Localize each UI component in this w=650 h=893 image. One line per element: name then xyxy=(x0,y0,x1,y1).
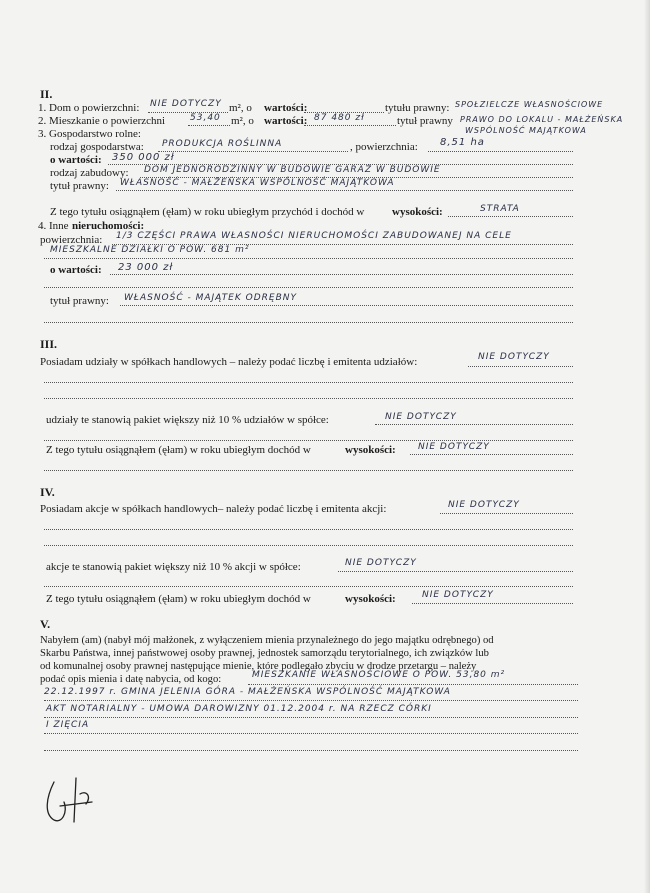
acquisition-text-1: Nabyłem (am) (nabył mój małżonek, z wyłączeniem mienia przynależnego do jego majątku odrębnego) od xyxy=(40,635,494,646)
other-area-value-1: 1/3 CZĘŚCI PRAWA WŁASNOŚCI NIERUCHOMOŚCI ZABUDOWANEJ NA CELE xyxy=(116,231,512,241)
flat-title-value-2: WSPÓLNOŚĆ MAJĄTKOWA xyxy=(465,126,587,135)
other-property-label: 4. Inne xyxy=(38,220,69,232)
stocks-line xyxy=(440,513,573,514)
house-unit: m², o xyxy=(229,102,252,114)
farm-kind-label: rodzaj gospodarstwa: xyxy=(50,141,144,153)
stocks-income-line xyxy=(412,603,573,604)
other-property-bold: nieruchomości: xyxy=(72,220,145,232)
handwritten-signature-icon xyxy=(40,772,110,832)
shares-line xyxy=(468,366,573,367)
shares-income-value: NIE DOTYCZY xyxy=(418,442,490,452)
section-3-end-line xyxy=(44,470,573,471)
farm-income-line xyxy=(448,216,573,217)
section-5-heading: V. xyxy=(40,617,51,631)
other-value-line xyxy=(110,274,573,275)
other-area-line-2 xyxy=(44,258,573,259)
house-value-label: wartości: xyxy=(264,102,308,114)
shares-income-line xyxy=(410,454,573,455)
stocks-packet-line xyxy=(338,571,573,572)
flat-label: 2. Mieszkanie o powierzchni xyxy=(38,115,166,127)
farm-area-line xyxy=(428,151,573,152)
shares-value: NIE DOTYCZY xyxy=(478,352,550,362)
stocks-packet-value: NIE DOTYCZY xyxy=(345,558,417,568)
farm-area-label: , powierzchnia: xyxy=(350,141,418,153)
other-area-value-2: MIESZKALNE DZIAŁKI O POW. 681 m² xyxy=(50,245,250,255)
shares-blank-line-1 xyxy=(44,382,573,383)
flat-title-value: PRAWO DO LOKALU - MAŁŻEŃSKA xyxy=(460,115,624,124)
farm-area-value: 8,51 ha xyxy=(440,137,485,148)
flat-title-label: tytuł prawny xyxy=(397,115,453,127)
flat-value-label: wartości: xyxy=(264,115,308,127)
other-title-line xyxy=(120,305,573,306)
farm-title-label: tytuł prawny: xyxy=(50,180,109,192)
other-value-label: o wartości: xyxy=(50,264,102,276)
section-2-heading: II. xyxy=(40,87,53,101)
acquisition-line-1 xyxy=(248,684,578,685)
shares-label: Posiadam udziały w spółkach handlowych – należy podać liczbę i emitenta udziałów: xyxy=(40,356,418,368)
acquisition-hw-4: I ZIĘCIA xyxy=(46,720,90,730)
stocks-label: Posiadam akcje w spółkach handlowych– należy podać liczbę i emitenta akcji: xyxy=(40,503,387,515)
shares-packet-label: udziały te stanowią pakiet większy niż 10 % udziałów w spółce: xyxy=(46,414,329,426)
acquisition-line-2 xyxy=(44,700,578,701)
stocks-income-value: NIE DOTYCZY xyxy=(422,590,494,600)
stocks-packet-label: akcje te stanowią pakiet większy niż 10 % akcji w spółce: xyxy=(46,561,301,573)
other-blank-line xyxy=(44,287,573,288)
acquisition-text-4: podać opis mienia i datę nabycia, od kogo: xyxy=(40,674,222,685)
stocks-income-label: Z tego tytułu osiągnąłem (ęłam) w roku ubiegłym dochód w xyxy=(46,593,311,605)
farm-label: 3. Gospodarstwo rolne: xyxy=(38,128,141,140)
scan-edge-shadow xyxy=(644,0,650,893)
acquisition-line-3 xyxy=(44,717,578,718)
acquisition-hw-1: MIESZKANIE WŁASNOŚCIOWE O POW. 53,80 m² xyxy=(252,670,506,680)
other-title-label: tytuł prawny: xyxy=(50,295,109,307)
farm-kind-value: PRODUKCJA ROŚLINNA xyxy=(162,139,283,149)
stocks-income-bold: wysokości: xyxy=(345,593,396,605)
flat-unit: m², o xyxy=(231,115,254,127)
acquisition-line-4 xyxy=(44,733,578,734)
stocks-blank-line-3 xyxy=(44,586,573,587)
section-2-end-line xyxy=(44,322,573,323)
acquisition-text-3: od komunalnej osoby prawnej następujące mienie, które podlegało zbyciu w drodze przetargu – należy xyxy=(40,661,477,672)
farm-income-value: STRATA xyxy=(480,204,520,214)
shares-blank-line-3 xyxy=(44,440,573,441)
acquisition-hw-2: 22.12.1997 r. GMINA JELENIA GÓRA - MAŁŻEŃSKA WSPÓLNOŚĆ MAJĄTKOWA xyxy=(44,687,451,697)
other-value: 23 000 zł xyxy=(118,262,174,273)
shares-packet-value: NIE DOTYCZY xyxy=(385,412,457,422)
acquisition-line-5 xyxy=(44,750,578,751)
house-area-value: NIE DOTYCZY xyxy=(150,99,222,109)
stocks-value: NIE DOTYCZY xyxy=(448,500,520,510)
stocks-blank-line-1 xyxy=(44,529,573,530)
acquisition-text-2: Skarbu Państwa, innej państwowej osoby prawnej, jednostek samorządu terytorialnego, ich związków lub xyxy=(40,648,489,659)
farm-title-line xyxy=(116,190,573,191)
flat-value-line xyxy=(304,125,396,126)
house-title-label: tytułu prawny: xyxy=(385,102,450,114)
farm-income-label: Z tego tytułu osiągnąłem (ęłam) w roku ubiegłym przychód i dochód w xyxy=(50,206,365,218)
house-title-value: SPOŁZIELCZE WŁASNOŚCIOWE xyxy=(455,100,604,109)
shares-income-label: Z tego tytułu osiągnąłem (ęłam) w roku ubiegłym dochód w xyxy=(46,444,311,456)
farm-value: 350 000 zł xyxy=(112,152,175,163)
house-label: 1. Dom o powierzchni: xyxy=(38,102,140,114)
farm-build-value: DOM JEDNORODZINNY W BUDOWIE GARAŻ W BUDOWIE xyxy=(144,165,441,175)
farm-build-label: rodzaj zabudowy: xyxy=(50,167,129,179)
farm-title-value: WŁASNOŚĆ - MAŁŻEŃSKA WSPÓLNOŚĆ MAJĄTKOWA xyxy=(120,178,395,188)
shares-blank-line-2 xyxy=(44,398,573,399)
flat-area-value: 53,40 xyxy=(190,113,221,123)
stocks-blank-line-2 xyxy=(44,545,573,546)
section-4-heading: IV. xyxy=(40,485,55,499)
flat-area-line xyxy=(188,125,230,126)
farm-kind-line xyxy=(158,151,348,152)
acquisition-hw-3: AKT NOTARIALNY - UMOWA DAROWIZNY 01.12.2004 r. NA RZECZ CÓRKI xyxy=(46,704,432,714)
other-area-label: powierzchnia: xyxy=(40,234,103,246)
section-3-heading: III. xyxy=(40,337,58,351)
shares-packet-line xyxy=(375,424,573,425)
farm-value-label: o wartości: xyxy=(50,154,102,166)
shares-income-bold: wysokości: xyxy=(345,444,396,456)
other-title-value: WŁASNOŚĆ - MAJĄTEK ODRĘBNY xyxy=(124,293,297,303)
flat-value: 87 480 zł xyxy=(314,113,365,123)
farm-income-bold: wysokości: xyxy=(392,206,443,218)
